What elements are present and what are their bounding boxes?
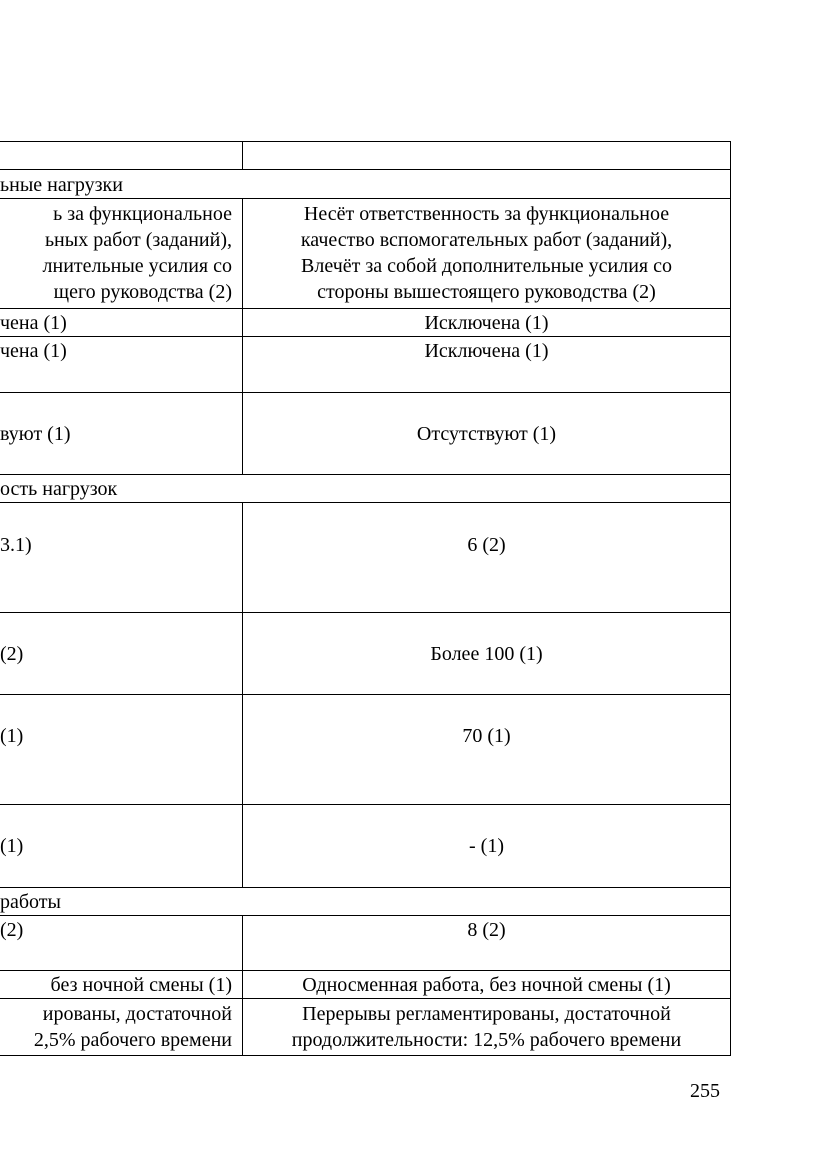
table-cell-left	[0, 971, 243, 998]
page-number: 255	[690, 1080, 720, 1102]
cell-text: 6 (2)	[467, 534, 506, 556]
table-row	[0, 393, 731, 475]
table-row	[0, 503, 731, 613]
table-cell-right	[243, 309, 730, 336]
cell-text: вуют (1)	[0, 423, 71, 445]
section-title: ость нагрузок	[0, 478, 118, 500]
table-row	[0, 695, 731, 805]
table-row	[0, 199, 731, 309]
table-cell-left	[0, 503, 243, 612]
table-header-row	[0, 142, 731, 170]
table-cell-left	[0, 916, 243, 970]
cell-text: Односменная работа, без ночной смены (1)	[302, 974, 671, 996]
cell-text: - (1)	[469, 835, 504, 857]
table-cell-right	[243, 337, 730, 392]
cell-text-line: 2,5% рабочего времени	[33, 1029, 232, 1051]
table-cell-right	[243, 916, 730, 970]
cell-text-line: Влечёт за собой дополнительные усилия со	[301, 255, 672, 277]
table-row	[0, 999, 731, 1056]
cell-text: 70 (1)	[462, 725, 511, 747]
table-cell	[0, 142, 243, 169]
cell-text: Исключена (1)	[424, 312, 549, 334]
cell-text: чена (1)	[0, 340, 67, 362]
cell-text-line: Несёт ответственность за функциональное	[303, 203, 670, 225]
cell-text-line: щего руководства (2)	[53, 281, 232, 303]
cell-text-line: Перерывы регламентированы, достаточной	[302, 1003, 671, 1025]
cell-text-line: лнительные усилия со	[42, 255, 232, 277]
table-cell-left	[0, 695, 243, 804]
cell-text-line: ированы, достаточной	[42, 1003, 232, 1025]
cell-text: 8 (2)	[467, 919, 506, 941]
table-cell-right	[243, 199, 730, 308]
assessment-table	[0, 141, 731, 1056]
table-row	[0, 613, 731, 695]
cell-text-line: ьных работ (заданий),	[44, 229, 232, 251]
table-cell-right	[243, 393, 730, 474]
cell-text-line: ь за функциональное	[53, 203, 232, 225]
cell-text: (2)	[0, 919, 24, 941]
table-cell-right	[243, 613, 730, 694]
cell-text: (2)	[0, 643, 24, 665]
cell-text: Исключена (1)	[424, 340, 549, 362]
table-cell-left	[0, 309, 243, 336]
table-cell-right	[243, 999, 730, 1055]
cell-text: без ночной смены (1)	[50, 974, 232, 996]
table-row	[0, 337, 731, 393]
table-row	[0, 916, 731, 971]
table-cell-left	[0, 613, 243, 694]
table-row	[0, 309, 731, 337]
section-row-monotony	[0, 475, 731, 503]
cell-text: (1)	[0, 725, 24, 747]
section-title: работы	[0, 891, 61, 913]
table-cell-left	[0, 805, 243, 887]
table-cell-right	[243, 503, 730, 612]
cell-text-line: качество вспомогательных работ (заданий),	[300, 229, 673, 251]
section-row-workload	[0, 170, 731, 199]
table-cell-right	[243, 971, 730, 998]
section-title: ьные нагрузки	[0, 174, 123, 196]
table-cell-left	[0, 999, 243, 1055]
table-cell-right	[243, 695, 730, 804]
cell-text: Более 100 (1)	[430, 643, 543, 665]
cell-text-line: стороны вышестоящего руководства (2)	[317, 281, 656, 303]
cell-text-line: продолжительности: 12,5% рабочего времени	[291, 1029, 682, 1051]
table-cell	[243, 142, 730, 169]
table-cell-right	[243, 805, 730, 887]
cell-text: чена (1)	[0, 312, 67, 334]
cell-text: Отсутствуют (1)	[416, 423, 557, 445]
section-row-work-mode	[0, 888, 731, 916]
table-cell-left	[0, 337, 243, 392]
table-cell-left	[0, 199, 243, 308]
table-row	[0, 971, 731, 999]
cell-text: 3.1)	[0, 534, 32, 556]
cell-text: (1)	[0, 835, 24, 857]
table-row	[0, 805, 731, 888]
table-cell-left	[0, 393, 243, 474]
